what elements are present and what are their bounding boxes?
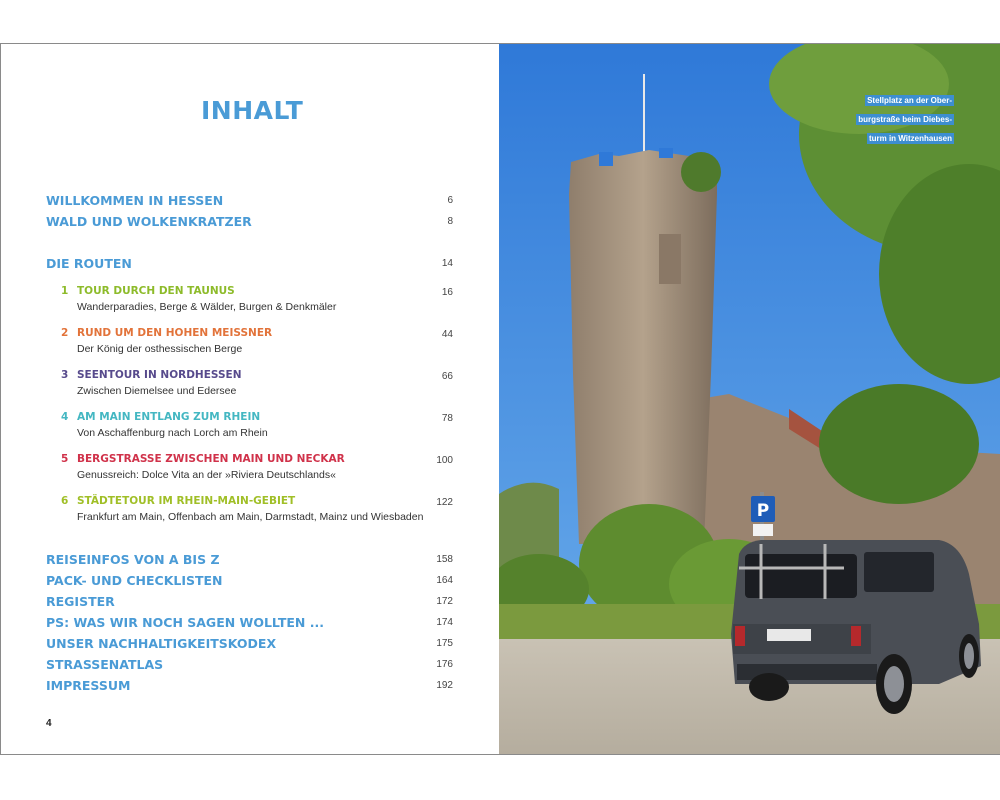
toc-entry-label: WALD UND WOLKENKRATZER xyxy=(46,214,252,229)
toc-entry-label: PACK- UND CHECKLISTEN xyxy=(46,573,223,588)
toc-page-number: 158 xyxy=(436,554,453,565)
toc-entry-label: IMPRESSUM xyxy=(46,678,131,693)
toc-page-number: 122 xyxy=(436,497,453,508)
page-title: INHALT xyxy=(201,96,304,125)
route-title: TOUR DURCH DEN TAUNUS xyxy=(77,285,235,297)
tower-photo xyxy=(499,44,1000,754)
toc-page-number: 16 xyxy=(441,287,453,298)
toc-entry-checklisten[interactable] xyxy=(46,573,453,589)
route-subtitle: Frankfurt am Main, Offenbach am Main, Darmstadt, Mainz und Wiesbaden xyxy=(77,511,424,523)
photo-page xyxy=(499,44,1000,754)
route-title: SEENTOUR IN NORDHESSEN xyxy=(77,369,242,381)
toc-entry-strassenatlas[interactable] xyxy=(46,657,453,673)
book-spread xyxy=(0,43,1000,755)
stone-tower xyxy=(569,150,717,544)
toc-page-number: 14 xyxy=(441,258,453,269)
toc-entry-routen[interactable] xyxy=(46,256,453,272)
route-subtitle: Zwischen Diemelsee und Edersee xyxy=(77,385,237,397)
route-number: 2 xyxy=(61,327,69,339)
toc-entry-register[interactable] xyxy=(46,594,453,610)
route-title: AM MAIN ENTLANG ZUM RHEIN xyxy=(77,411,261,423)
toc-page-number: 6 xyxy=(447,195,453,206)
toc-page-number: 44 xyxy=(441,329,453,340)
caption-line: turm in Witzenhausen xyxy=(868,134,952,143)
route-title: RUND UM DEN HOHEN MEISSNER xyxy=(77,327,273,339)
toc-entry-ps[interactable] xyxy=(46,615,453,631)
route-subtitle: Genussreich: Dolce Vita an der »Riviera Deutschlands« xyxy=(77,469,336,481)
toc-entry-impressum[interactable] xyxy=(46,678,453,694)
toc-entry-label: REISEINFOS VON A BIS Z xyxy=(46,552,220,567)
caption-line: burgstraße beim Diebes- xyxy=(858,115,952,124)
toc-page-number: 164 xyxy=(436,575,453,586)
toc-page-number: 78 xyxy=(441,413,453,424)
toc-entry-label: DIE ROUTEN xyxy=(46,256,132,271)
toc-entry-label: WILLKOMMEN IN HESSEN xyxy=(46,193,224,208)
route-title: STÄDTETOUR IM RHEIN-MAIN-GEBIET xyxy=(77,495,296,507)
van-wheel xyxy=(749,673,789,701)
caption-line: Stellplatz an der Ober- xyxy=(867,96,952,105)
route-entry-4[interactable] xyxy=(61,411,453,443)
route-entry-6[interactable] xyxy=(61,495,453,527)
route-number: 4 xyxy=(61,411,69,423)
contents-page xyxy=(0,44,499,754)
toc-entry-label: UNSER NACHHALTIGKEITSKODEX xyxy=(46,636,277,651)
toc-entry-kodex[interactable] xyxy=(46,636,453,652)
route-subtitle: Von Aschaffenburg nach Lorch am Rhein xyxy=(77,427,268,439)
toc-page-number: 175 xyxy=(436,638,453,649)
toc-page-number: 66 xyxy=(441,371,453,382)
route-subtitle: Wanderparadies, Berge & Wälder, Burgen & Denkmäler xyxy=(77,301,337,313)
route-entry-1[interactable] xyxy=(61,285,453,317)
toc-entry-wald[interactable] xyxy=(46,214,453,230)
route-entry-5[interactable] xyxy=(61,453,453,485)
route-title: BERGSTRASSE ZWISCHEN MAIN UND NECKAR xyxy=(77,453,345,465)
toc-entry-label: PS: WAS WIR NOCH SAGEN WOLLTEN ... xyxy=(46,615,324,630)
route-number: 3 xyxy=(61,369,69,381)
toc-entry-reiseinfos[interactable] xyxy=(46,552,453,568)
route-number: 1 xyxy=(61,285,69,297)
route-number: 6 xyxy=(61,495,69,507)
toc-page-number: 174 xyxy=(436,617,453,628)
route-entry-3[interactable] xyxy=(61,369,453,401)
toc-page-number: 192 xyxy=(436,680,453,691)
toc-page-number: 176 xyxy=(436,659,453,670)
toc-page-number: 100 xyxy=(436,455,453,466)
toc-entry-label: STRASSENATLAS xyxy=(46,657,164,672)
license-plate xyxy=(767,629,811,641)
toc-page-number: 172 xyxy=(436,596,453,607)
route-entry-2[interactable] xyxy=(61,327,453,359)
route-subtitle: Der König der osthessischen Berge xyxy=(77,343,243,355)
page-number: 4 xyxy=(46,718,52,729)
route-number: 5 xyxy=(61,453,69,465)
toc-page-number: 8 xyxy=(447,216,453,227)
parking-sign-letter: P xyxy=(756,501,770,521)
photo-caption xyxy=(856,88,954,145)
toc-entry-label: REGISTER xyxy=(46,594,115,609)
toc-entry-willkommen[interactable] xyxy=(46,193,453,209)
